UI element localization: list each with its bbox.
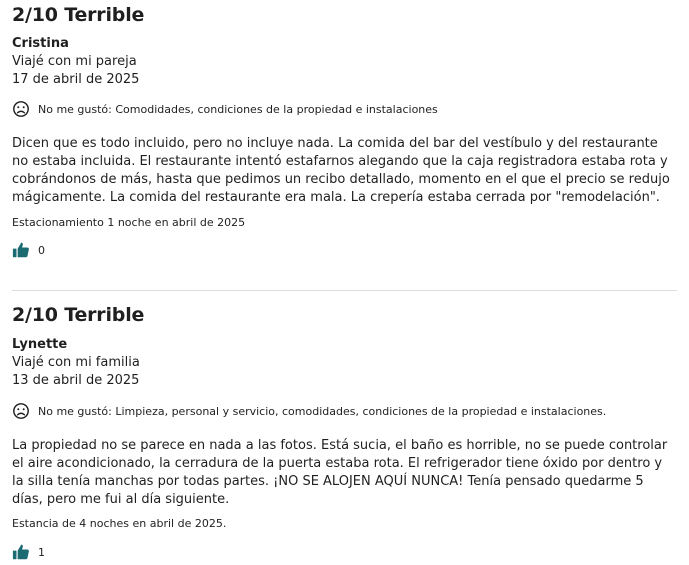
helpful-button[interactable] <box>12 241 45 259</box>
review-stay-info: Estancia de 4 noches en abril de 2025. <box>12 517 227 530</box>
review-author: Lynette <box>12 337 68 352</box>
review-date: 17 de abril de 2025 <box>12 72 140 87</box>
sad-face-icon <box>12 402 30 420</box>
review-date: 13 de abril de 2025 <box>12 373 140 388</box>
helpful-button[interactable] <box>12 543 45 561</box>
review-dislikes <box>12 100 438 118</box>
review-dislikes-text: No me gustó: Comodidades, condiciones de la propiedad e instalaciones <box>38 102 438 116</box>
review-author: Cristina <box>12 36 69 51</box>
helpful-count: 1 <box>38 545 45 559</box>
review-card <box>12 0 677 290</box>
review-body: La propiedad no se parece en nada a las fotos. Está sucia, el baño es horrible, no se puede controlar el aire acondicionado, la cerradura de la puerta estaba rota. El refrigerador tiene óxido por dentro y la silla tenía manchas por todas partes. ¡NO SE ALOJEN AQUÍ NUNCA! Tenía pensado quedarme 5 días, pero me fui al día siguiente. <box>12 438 668 507</box>
sad-face-icon <box>12 100 30 118</box>
thumbs-up-icon <box>12 543 30 561</box>
review-dislikes <box>12 402 606 420</box>
review-trip-type: Viajé con mi pareja <box>12 54 137 69</box>
thumbs-up-icon <box>12 241 30 259</box>
review-trip-type: Viajé con mi familia <box>12 355 140 370</box>
helpful-count: 0 <box>38 243 45 257</box>
review-stay-info: Estacionamiento 1 noche en abril de 2025 <box>12 216 246 229</box>
review-card <box>12 290 677 565</box>
review-dislikes-text: No me gustó: Limpieza, personal y servicio, comodidades, condiciones de la propiedad e instalaciones. <box>38 404 607 418</box>
review-body: Dicen que es todo incluido, pero no incluye nada. La comida del bar del vestíbulo y del restaurante no estaba incluida. El restaurante intentó estafarnos alegando que la caja registradora estaba rota y cobrándonos de más, hasta que pedimos un recibo detallado, momento en el que el precio se redujo mágicamente. La comida del restaurante era mala. La crepería estaba cerrada por "remodelación". <box>12 136 670 205</box>
review-rating: 2/10 Terrible <box>12 4 145 26</box>
review-rating: 2/10 Terrible <box>12 304 145 326</box>
